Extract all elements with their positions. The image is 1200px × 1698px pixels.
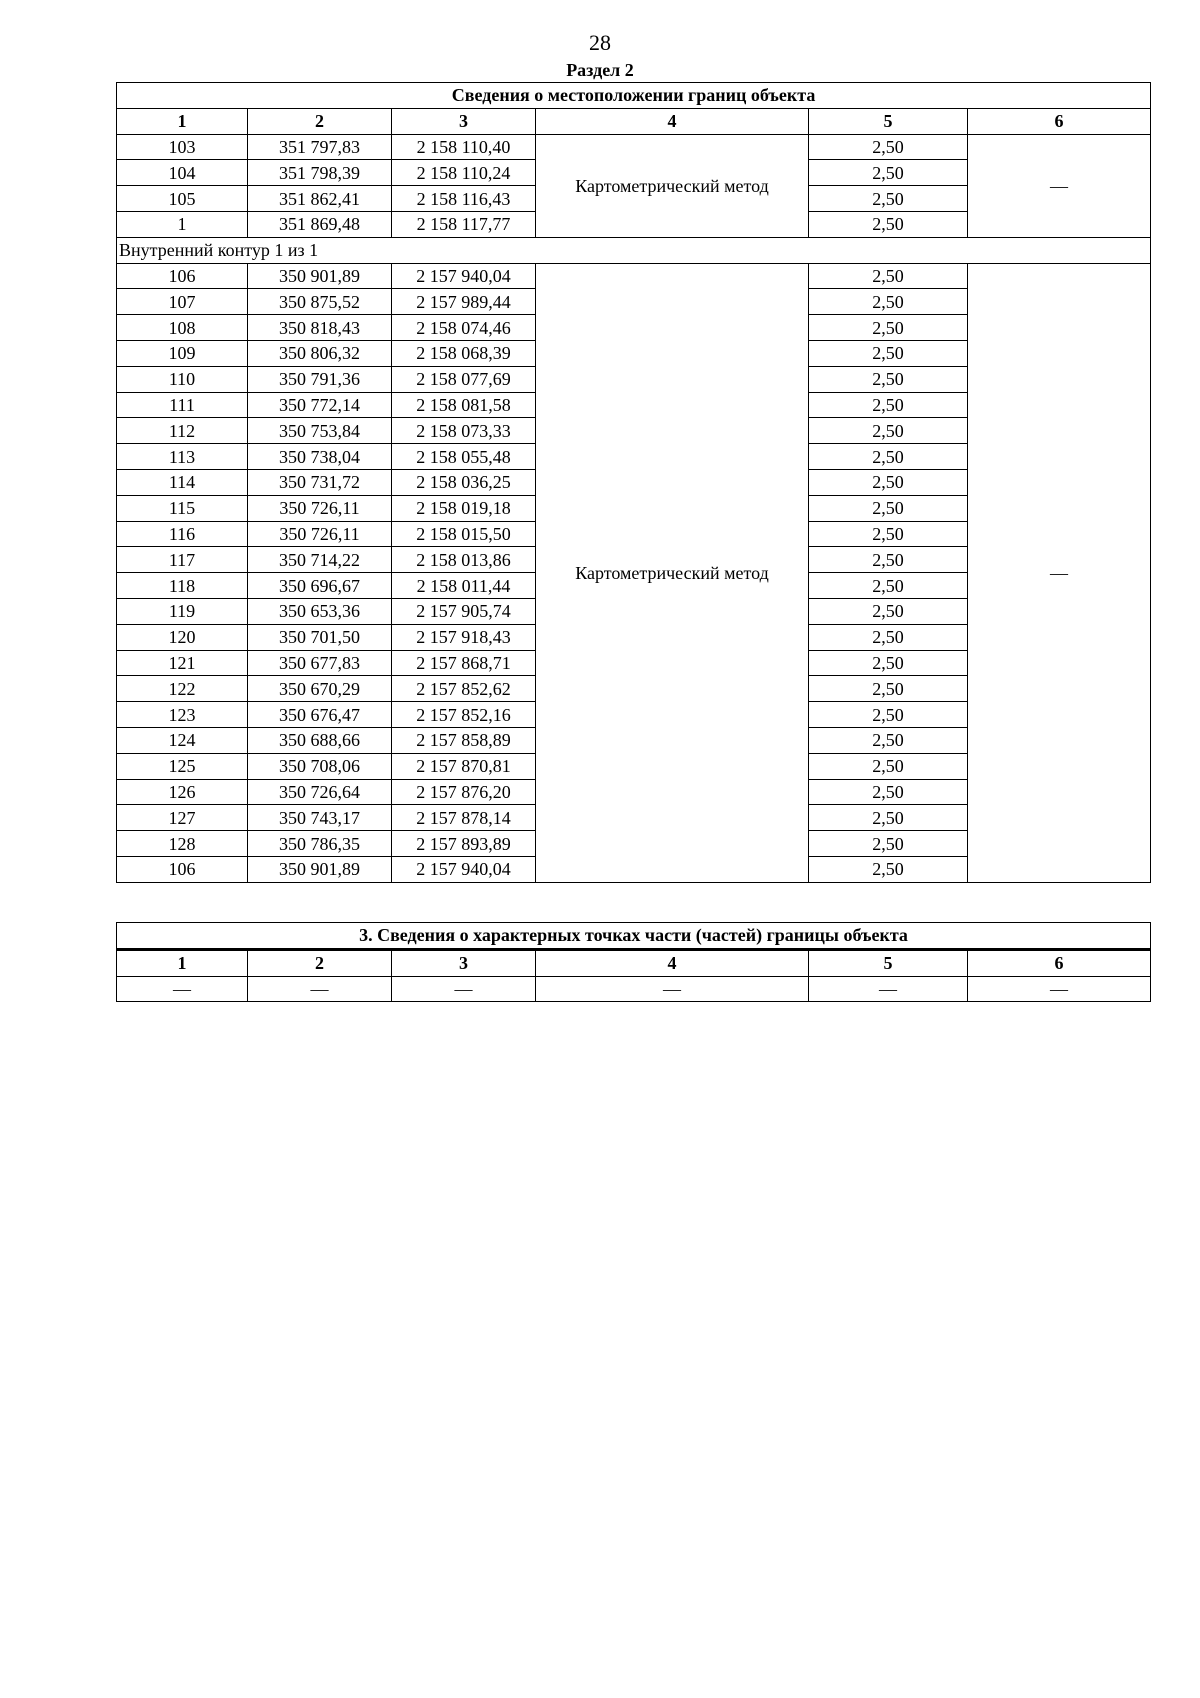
- point-number: 1: [117, 211, 248, 237]
- accuracy: 2,50: [809, 366, 968, 392]
- coord-y: 2 157 868,71: [392, 650, 536, 676]
- accuracy: 2,50: [809, 469, 968, 495]
- point-number: 109: [117, 340, 248, 366]
- caption-row: [117, 83, 1151, 109]
- table-cell: —: [392, 976, 536, 1002]
- coord-x: 350 726,64: [248, 779, 392, 805]
- coord-y: 2 158 117,77: [392, 211, 536, 237]
- accuracy: 2,50: [809, 650, 968, 676]
- coord-y: 2 158 110,40: [392, 134, 536, 160]
- coord-x: 350 753,84: [248, 418, 392, 444]
- table-row: [117, 134, 1151, 160]
- accuracy: 2,50: [809, 624, 968, 650]
- accuracy: 2,50: [809, 805, 968, 831]
- point-number: 104: [117, 160, 248, 186]
- coord-x: 350 726,11: [248, 521, 392, 547]
- coord-x: 351 869,48: [248, 211, 392, 237]
- coord-y: 2 158 015,50: [392, 521, 536, 547]
- method-cell: Картометрический метод: [536, 263, 809, 882]
- point-number: 106: [117, 263, 248, 289]
- point-number: 126: [117, 779, 248, 805]
- coord-y: 2 157 940,04: [392, 263, 536, 289]
- coord-y: 2 158 036,25: [392, 469, 536, 495]
- point-number: 106: [117, 856, 248, 882]
- column-header: 1: [117, 108, 248, 134]
- accuracy: 2,50: [809, 831, 968, 857]
- column-header: 4: [536, 108, 809, 134]
- point-number: 124: [117, 727, 248, 753]
- point-number: 125: [117, 753, 248, 779]
- coord-y: 2 158 019,18: [392, 495, 536, 521]
- accuracy: 2,50: [809, 753, 968, 779]
- table-cell: —: [117, 976, 248, 1002]
- inner-contour-label: Внутренний контур 1 из 1: [117, 237, 1151, 263]
- column-header: 4: [536, 949, 809, 976]
- table-cell: —: [536, 976, 809, 1002]
- coord-y: 2 157 858,89: [392, 727, 536, 753]
- column-header: 6: [968, 108, 1151, 134]
- accuracy: 2,50: [809, 856, 968, 882]
- coord-y: 2 158 055,48: [392, 444, 536, 470]
- boundary-table: [116, 82, 1151, 883]
- accuracy: 2,50: [809, 289, 968, 315]
- accuracy: 2,50: [809, 134, 968, 160]
- point-number: 120: [117, 624, 248, 650]
- accuracy: 2,50: [809, 702, 968, 728]
- coord-x: 350 701,50: [248, 624, 392, 650]
- coord-x: 350 743,17: [248, 805, 392, 831]
- accuracy: 2,50: [809, 727, 968, 753]
- coord-y: 2 158 110,24: [392, 160, 536, 186]
- coord-x: 350 818,43: [248, 315, 392, 341]
- coord-x: 350 786,35: [248, 831, 392, 857]
- column-header: 5: [809, 108, 968, 134]
- table-cell: —: [248, 976, 392, 1002]
- accuracy: 2,50: [809, 779, 968, 805]
- page-number: 28: [589, 30, 611, 55]
- column-header: 3: [392, 108, 536, 134]
- coord-y: 2 158 116,43: [392, 186, 536, 212]
- coord-y: 2 158 081,58: [392, 392, 536, 418]
- coord-y: 2 157 989,44: [392, 289, 536, 315]
- coord-y: 2 158 077,69: [392, 366, 536, 392]
- point-number: 115: [117, 495, 248, 521]
- description-cell: —: [968, 263, 1151, 882]
- coord-x: 350 901,89: [248, 263, 392, 289]
- point-number: 111: [117, 392, 248, 418]
- coord-x: 351 797,83: [248, 134, 392, 160]
- point-number: 103: [117, 134, 248, 160]
- coord-x: 351 862,41: [248, 186, 392, 212]
- accuracy: 2,50: [809, 340, 968, 366]
- table-caption: Сведения о местоположении границ объекта: [117, 83, 1151, 109]
- coord-x: 350 708,06: [248, 753, 392, 779]
- accuracy: 2,50: [809, 521, 968, 547]
- coord-x: 350 772,14: [248, 392, 392, 418]
- table-row: [117, 263, 1151, 289]
- parts-table: [116, 922, 1151, 1002]
- point-number: 127: [117, 805, 248, 831]
- point-number: 118: [117, 573, 248, 599]
- accuracy: 2,50: [809, 418, 968, 444]
- caption-row: [117, 923, 1151, 950]
- point-number: 119: [117, 598, 248, 624]
- accuracy: 2,50: [809, 444, 968, 470]
- coord-x: 350 714,22: [248, 547, 392, 573]
- coord-y: 2 157 893,89: [392, 831, 536, 857]
- accuracy: 2,50: [809, 186, 968, 212]
- accuracy: 2,50: [809, 676, 968, 702]
- column-header: 1: [117, 949, 248, 976]
- coord-y: 2 158 013,86: [392, 547, 536, 573]
- coord-x: 350 791,36: [248, 366, 392, 392]
- coord-y: 2 158 068,39: [392, 340, 536, 366]
- method-cell: Картометрический метод: [536, 134, 809, 237]
- point-number: 105: [117, 186, 248, 212]
- contour-row: [117, 237, 1151, 263]
- coord-x: 350 696,67: [248, 573, 392, 599]
- accuracy: 2,50: [809, 547, 968, 573]
- point-number: 123: [117, 702, 248, 728]
- point-number: 122: [117, 676, 248, 702]
- header-row: [117, 949, 1151, 976]
- point-number: 108: [117, 315, 248, 341]
- accuracy: 2,50: [809, 211, 968, 237]
- point-number: 121: [117, 650, 248, 676]
- coord-y: 2 157 870,81: [392, 753, 536, 779]
- coord-y: 2 157 905,74: [392, 598, 536, 624]
- accuracy: 2,50: [809, 495, 968, 521]
- accuracy: 2,50: [809, 263, 968, 289]
- point-number: 110: [117, 366, 248, 392]
- coord-x: 350 726,11: [248, 495, 392, 521]
- coord-x: 351 798,39: [248, 160, 392, 186]
- column-header: 2: [248, 108, 392, 134]
- table-caption: 3. Сведения о характерных точках части (частей) границы объекта: [117, 923, 1151, 950]
- description-cell: —: [968, 134, 1151, 237]
- coord-x: 350 677,83: [248, 650, 392, 676]
- accuracy: 2,50: [809, 573, 968, 599]
- table-cell: —: [968, 976, 1151, 1002]
- coord-y: 2 157 940,04: [392, 856, 536, 882]
- column-header: 2: [248, 949, 392, 976]
- accuracy: 2,50: [809, 598, 968, 624]
- coord-y: 2 157 852,62: [392, 676, 536, 702]
- coord-y: 2 157 878,14: [392, 805, 536, 831]
- table-row: [117, 976, 1151, 1002]
- table-cell: —: [809, 976, 968, 1002]
- point-number: 117: [117, 547, 248, 573]
- coord-y: 2 158 074,46: [392, 315, 536, 341]
- point-number: 128: [117, 831, 248, 857]
- coord-y: 2 158 073,33: [392, 418, 536, 444]
- point-number: 114: [117, 469, 248, 495]
- coord-x: 350 875,52: [248, 289, 392, 315]
- accuracy: 2,50: [809, 160, 968, 186]
- section-title: Раздел 2: [566, 60, 634, 80]
- coord-x: 350 676,47: [248, 702, 392, 728]
- coord-y: 2 157 852,16: [392, 702, 536, 728]
- coord-x: 350 670,29: [248, 676, 392, 702]
- point-number: 116: [117, 521, 248, 547]
- coord-x: 350 738,04: [248, 444, 392, 470]
- accuracy: 2,50: [809, 315, 968, 341]
- coord-x: 350 731,72: [248, 469, 392, 495]
- column-header: 5: [809, 949, 968, 976]
- point-number: 112: [117, 418, 248, 444]
- coord-x: 350 901,89: [248, 856, 392, 882]
- column-header: 6: [968, 949, 1151, 976]
- accuracy: 2,50: [809, 392, 968, 418]
- coord-y: 2 157 876,20: [392, 779, 536, 805]
- coord-y: 2 157 918,43: [392, 624, 536, 650]
- coord-y: 2 158 011,44: [392, 573, 536, 599]
- coord-x: 350 653,36: [248, 598, 392, 624]
- point-number: 107: [117, 289, 248, 315]
- column-header: 3: [392, 949, 536, 976]
- coord-x: 350 806,32: [248, 340, 392, 366]
- header-row: [117, 108, 1151, 134]
- coord-x: 350 688,66: [248, 727, 392, 753]
- point-number: 113: [117, 444, 248, 470]
